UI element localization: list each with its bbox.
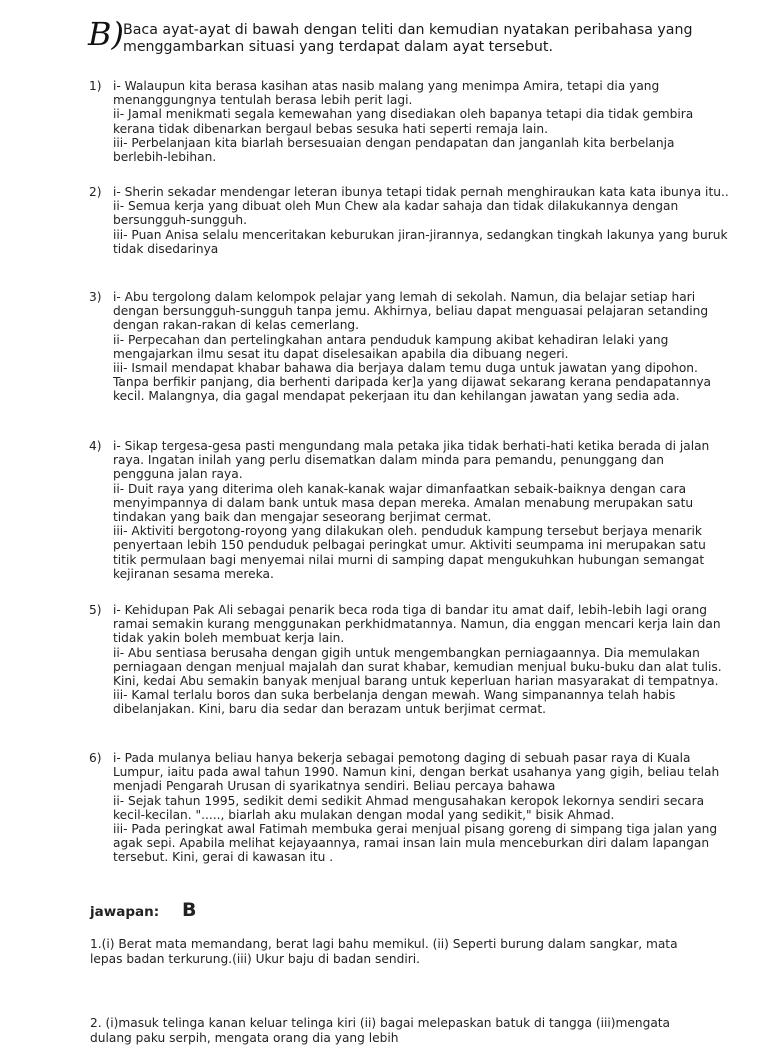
question-item: iii- Ismail mendapat khabar bahawa dia berjaya dalam temu duga untuk jawatan yang dipohon. Tanpa berfikir panjang, dia berhenti daripada ker]a yang dijawat sekarang kerana pendapatannya kecil. Malangnya, dia gagal mendapat pekerjaan itu dan kehilangan jawatan yang sedia ada. — [113, 361, 711, 404]
question-number: 3) — [89, 290, 102, 304]
question-item: iii- Perbelanjaan kita biarlah bersesuaian dengan pendapatan dan janganlah kita berbelanja berlebih-lebihan. — [113, 135, 675, 165]
question-item: i- Sherin sekadar mendengar leteran ibunya tetapi tidak pernah menghiraukan kata kata ibunya itu.. — [113, 185, 729, 199]
question-item: i- Walaupun kita berasa kasihan atas nasib malang yang menimpa Amira, tetapi dia yang menanggungnya tentulah berasa lebih perit lagi. — [113, 79, 660, 108]
question-item: i- Sikap tergesa-gesa pasti mengundang mala petaka jika tidak berhati-hati ketika berada di jalan raya. Ingatan inilah yang perlu disematkan dalam minda para pemandu, penunggang dan pengguna jalan raya. — [113, 439, 710, 482]
question-item: i- Pada mulanya beliau hanya bekerja sebagai pemotong daging di sebuah pasar raya di Kuala Lumpur, iaitu pada awal tahun 1990. Namun kini, dengan berkat usahanya yang gigih, beliau telah menjadi Pengarah Urusan di syarikatnya sendiri. Beliau percaya bahawa — [113, 751, 720, 794]
question-4 — [89, 439, 729, 581]
question-number: 4) — [89, 439, 102, 453]
answer-1: 1.(i) Berat mata memandang, berat lagi bahu memikul. (ii) Seperti burung dalam sangkar, mata lepas badan terkurung.(iii) Ukur baju di badan sendiri. — [90, 937, 678, 966]
question-number: 1) — [89, 79, 102, 93]
question-2 — [89, 185, 729, 256]
question-item: ii- Semua kerja yang dibuat oleh Mun Chew ala kadar sahaja dan tidak dilakukannya dengan bersungguh-sungguh. — [113, 199, 679, 228]
question-item: ii- Sejak tahun 1995, sedikit demi sedikit Ahmad mengusahakan keropok lekornya sendiri secara kecil-kecilan. "....., biarlah aku mulakan dengan modal yang sedikit," bisik Ahmad. — [113, 793, 705, 822]
question-item: iii- Aktiviti bergotong-royong yang dilakukan oleh. penduduk kampung tersebut berjaya menarik penyertaan lebih 150 penduduk pelbagai peringkat umur. Aktiviti seumpama ini merupakan satu titik permulaan bagi menyemai nilai murni di samping dapat mengukuhkan hubungan semangat kejiranan sesama mereka. — [113, 524, 706, 581]
question-item: ii- Perpecahan dan pertelingkahan antara penduduk kampung akibat kehadiran lelaki yang mengajarkan ilmu sesat itu dapat diselesaikan apabila dia dibuang negeri. — [113, 332, 669, 361]
question-item: ii- Abu sentiasa berusaha dengan gigih untuk mengembangkan perniagaannya. Dia memulakan perniagaan dengan menjual majalah dan surat khabar, kemudian menjual buku-buku dan alat tulis. Kini, kedai Abu semakin banyak menjual barang untuk keperluan harian masyarakat di tempatnya. — [113, 645, 722, 689]
question-number: 2) — [89, 185, 102, 199]
question-item: ii- Jamal menikmati segala kemewahan yang disediakan oleh bapanya tetapi dia tidak gembira kerana tidak dibenarkan bergaul bebas sesuka hati seperti remaja lain. — [113, 107, 694, 136]
question-item: i- Abu tergolong dalam kelompok pelajar yang lemah di sekolah. Namun, dia belajar setiap hari dengan bersungguh-sungguh tanpa jemu. Akhirnya, beliau dapat menguasai pelajaran setanding dengan rakan-rakan di kelas cemerlang. — [113, 290, 709, 333]
question-item: ii- Duit raya yang diterima oleh kanak-kanak wajar dimanfaatkan sebaik-baiknya dengan cara menyimpannya di dalam bank untuk masa depan mereka. Amalan menabung merupakan satu tindakan yang baik dan mengajar seseorang berjimat cermat. — [113, 481, 694, 525]
answers-section-letter: B — [182, 899, 197, 921]
question-item: iii- Kamal terlalu boros dan suka berbelanja dengan mewah. Wang simpanannya telah habis dibelanjakan. Kini, baru dia sedar dan berazam untuk berjimat cermat. — [113, 688, 676, 717]
question-number: 5) — [89, 603, 102, 617]
question-5 — [89, 603, 729, 717]
question-item: iii- Pada peringkat awal Fatimah membuka gerai menjual pisang goreng di simpang tiga jalan yang agak sepi. Apabila melihat kejayaannya, ramai insan lain mula menceburkan diri dalam lapangan tersebut. Kini, gerai di kawasan itu . — [113, 822, 718, 865]
question-item: i- Kehidupan Pak Ali sebagai penarik beca roda tiga di bandar itu amat daif, lebih-lebih lagi orang ramai semakin kurang menggunakan perkhidmatannya. Namun, dia enggan mencari kerja lain dan tidak yakin boleh membuat kerja lain. — [113, 603, 721, 646]
question-6 — [89, 751, 729, 865]
question-item: iii- Puan Anisa selalu menceritakan keburukan jiran-jirannya, sedangkan tingkah lakunya yang buruk tidak disedarinya — [113, 227, 728, 256]
section-marker: B) — [88, 15, 124, 53]
question-3 — [89, 290, 729, 404]
section-instruction: Baca ayat-ayat di bawah dengan teliti dan kemudian nyatakan peribahasa yang menggambarkan situasi yang terdapat dalam ayat tersebut. — [123, 22, 693, 55]
question-1 — [89, 79, 729, 164]
answer-2: 2. (i)masuk telinga kanan keluar telinga kiri (ii) bagai melepaskan batuk di tangga (iii)mengata dulang paku serpih, mengata orang dia yang lebih — [90, 1016, 671, 1045]
answers-heading: jawapan: — [90, 904, 160, 920]
question-number: 6) — [89, 751, 102, 765]
